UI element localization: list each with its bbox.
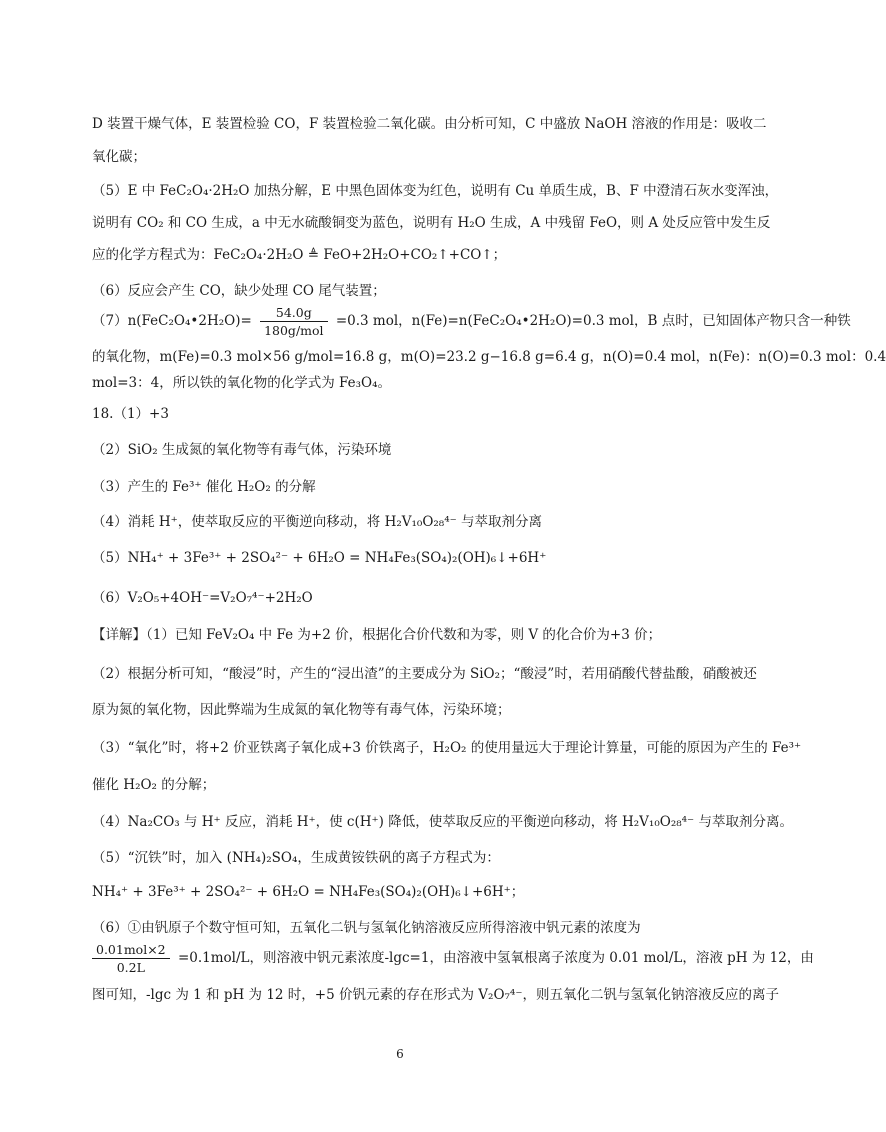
text-line-fraction <box>92 304 851 339</box>
fraction-denominator: 180g/mol <box>264 323 324 338</box>
text-line-fraction <box>92 941 814 976</box>
page-number: 6 <box>396 1047 404 1061</box>
fraction-numerator: 54.0g <box>260 304 327 322</box>
text-line: （5）NH₄⁺ + 3Fe³⁺ + 2SO₄²⁻ + 6H₂O = NH₄Fe₃(SO₄)₂(OH)₆↓+6H⁺ <box>92 550 547 566</box>
text-line: （4）消耗 H⁺，使萃取反应的平衡逆向移动，将 H₂V₁₀O₂₈⁴⁻ 与萃取剂分离 <box>92 514 543 530</box>
text-line: 氧化碳； <box>92 149 146 165</box>
text-line: 的氧化物，m(Fe)=0.3 mol×56 g/mol=16.8 g，m(O)=23.2 g−16.8 g=6.4 g，n(O)=0.4 mol，n(Fe)：n(O)=0.3 mol：0.4 <box>92 349 886 365</box>
text-line: （5）E 中 FeC₂O₄·2H₂O 加热分解，E 中黑色固体变为红色，说明有 Cu 单质生成，B、F 中澄清石灰水变浑浊， <box>92 183 779 199</box>
text-line: 原为氮的氧化物，因此弊端为生成氮的氧化物等有毒气体，污染环境； <box>92 702 511 718</box>
text-suffix: =0.3 mol，n(Fe)=n(FeC₂O₄•2H₂O)=0.3 mol，B 点时，已知固体产物只含一种铁 <box>335 313 851 329</box>
text-prefix: （7）n(FeC₂O₄•2H₂O)= <box>92 313 252 329</box>
fraction-numerator: 0.01mol×2 <box>92 941 170 959</box>
text-line: 应的化学方程式为：FeC₂O₄·2H₂O ≜ FeO+2H₂O+CO₂↑+CO↑； <box>92 247 507 263</box>
text-line: （5）“沉铁”时，加入 (NH₄)₂SO₄，生成黄铵铁矾的离子方程式为： <box>92 850 500 866</box>
text-line: 催化 H₂O₂ 的分解； <box>92 777 216 793</box>
question-number: 18.（1）+3 <box>92 406 169 422</box>
text-line: （6）反应会产生 CO，缺少处理 CO 尾气装置； <box>92 283 386 299</box>
text-line: D 装置干燥气体，E 装置检验 CO，F 装置检验二氧化碳。由分析可知，C 中盛放 NaOH 溶液的作用是：吸收二 <box>92 116 767 132</box>
text-line: 图可知，-lgc 为 1 和 pH 为 12 时，+5 价钒元素的存在形式为 V₂O₇⁴⁻，则五氧化二钒与氢氧化钠溶液反应的离子 <box>92 987 779 1003</box>
text-line: （2）SiO₂ 生成氮的氧化物等有毒气体，污染环境 <box>92 442 392 458</box>
text-line: （6）V₂O₅+4OH⁻=V₂O₇⁴⁻+2H₂O <box>92 590 313 606</box>
text-line: 说明有 CO₂ 和 CO 生成，a 中无水硫酸铜变为蓝色，说明有 H₂O 生成，A 中残留 FeO，则 A 处反应管中发生反 <box>92 215 771 231</box>
text-line: （2）根据分析可知，“酸浸”时，产生的“浸出渣”的主要成分为 SiO₂；“酸浸”时，若用硝酸代替盐酸，硝酸被还 <box>92 666 757 682</box>
text-line: （4）Na₂CO₃ 与 H⁺ 反应，消耗 H⁺，使 c(H⁺) 降低，使萃取反应的平衡逆向移动，将 H₂V₁₀O₂₈⁴⁻ 与萃取剂分离。 <box>92 814 793 830</box>
fraction-denominator: 0.2L <box>116 960 145 975</box>
text-line: NH₄⁺ + 3Fe³⁺ + 2SO₄²⁻ + 6H₂O = NH₄Fe₃(SO₄)₂(OH)₆↓+6H⁺； <box>92 884 525 900</box>
text-line: （3）产生的 Fe³⁺ 催化 H₂O₂ 的分解 <box>92 479 316 495</box>
text-line: mol=3：4，所以铁的氧化物的化学式为 Fe₃O₄。 <box>92 375 392 391</box>
text-line: （3）“氧化”时，将+2 价亚铁离子氧化成+3 价铁离子，H₂O₂ 的使用量远大于理论计算量，可能的原因为产生的 Fe³⁺ <box>92 740 802 756</box>
text-suffix: =0.1mol/L，则溶液中钒元素浓度-lgc=1，由溶液中氢氧根离子浓度为 0.01 mol/L，溶液 pH 为 12，由 <box>177 950 814 966</box>
fraction <box>260 304 327 339</box>
fraction <box>92 941 170 976</box>
text-line: （6）①由钒原子个数守恒可知，五氧化二钒与氢氧化钠溶液反应所得溶液中钒元素的浓度为 <box>92 920 641 936</box>
section-heading: 【详解】（1）已知 FeV₂O₄ 中 Fe 为+2 价，根据化合价代数和为零，则 V 的化合价为+3 价； <box>92 627 662 643</box>
